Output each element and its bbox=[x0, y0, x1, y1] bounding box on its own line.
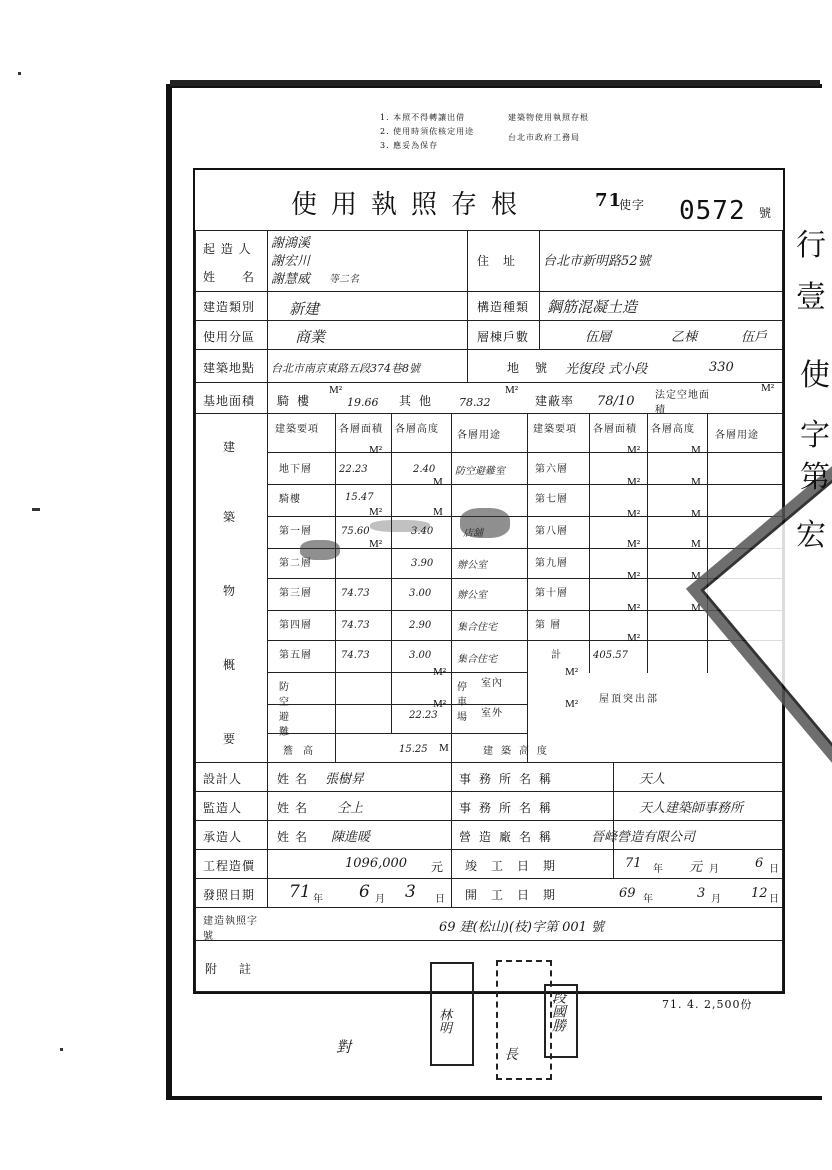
start-year-unit: 年 bbox=[643, 894, 654, 905]
owner-name-3: 謝慧威 bbox=[271, 272, 311, 287]
license-form bbox=[193, 168, 785, 994]
start-year: 69 bbox=[619, 886, 636, 901]
land-section: 光復段 式小段 bbox=[565, 362, 648, 377]
m2-unit: M² bbox=[433, 698, 447, 710]
margin-dot bbox=[60, 1048, 63, 1051]
issue-month: 6 bbox=[359, 882, 370, 902]
m2-unit: M² bbox=[627, 570, 641, 582]
cost-label: 工程造價 bbox=[203, 859, 256, 873]
edge-char: 第 bbox=[800, 460, 831, 495]
floor-name-right: 第九層 bbox=[535, 558, 568, 569]
zone-label: 使用分區 bbox=[203, 330, 256, 344]
completion-label: 竣工日期 bbox=[465, 859, 570, 873]
seal-text-2: 段國勝 bbox=[550, 990, 566, 1032]
edge-char: 壹 bbox=[796, 280, 827, 315]
v-line bbox=[539, 230, 540, 350]
shelter-area: 22.23 bbox=[409, 710, 438, 721]
grid-row-line bbox=[267, 672, 527, 673]
building-label-4: 概 bbox=[223, 658, 237, 672]
building-label-1: 建 bbox=[223, 440, 237, 454]
buildings-value: 乙棟 bbox=[671, 330, 698, 345]
completion-month: 元 bbox=[689, 860, 703, 875]
contractor-label: 承造人 bbox=[203, 830, 243, 844]
v-line bbox=[267, 762, 268, 908]
designer-office-label: 事務所名稱 bbox=[459, 772, 560, 786]
top-notes-right: 建築物使用執照存根 台北市政府工務局 bbox=[508, 113, 589, 142]
check-mark-text: 對 bbox=[336, 1038, 352, 1056]
top-notes-left: 1. 本照不得轉讓出借 2. 使用時須依核定用途 3. 應妥為保存 bbox=[380, 113, 475, 150]
v-line bbox=[267, 230, 268, 414]
other-unit: M² bbox=[505, 384, 519, 396]
floor-area: 74.73 bbox=[341, 620, 370, 631]
m2-unit: M² bbox=[627, 444, 641, 456]
floor-use: 集合住宅 bbox=[457, 654, 497, 665]
m2-unit: M² bbox=[627, 476, 641, 488]
m-unit: M bbox=[691, 508, 701, 520]
location-value: 台北市南京東路五段374巷8號 bbox=[271, 362, 420, 375]
license-suffix: 號 bbox=[759, 206, 773, 220]
grid-row-line bbox=[267, 733, 527, 734]
air-raid-label: 防空避難 bbox=[279, 682, 290, 738]
m-unit: M bbox=[691, 444, 701, 456]
floor-use: 辦公室 bbox=[457, 590, 487, 601]
ink-smudge bbox=[370, 520, 430, 532]
grid-row-line bbox=[267, 610, 783, 611]
form-title: 使用執照存根 bbox=[291, 190, 532, 220]
m2-unit: M² bbox=[627, 632, 641, 644]
land-number: 330 bbox=[709, 360, 734, 375]
issue-day: 3 bbox=[405, 882, 416, 902]
indoor-label: 室內 bbox=[481, 678, 503, 689]
v-line bbox=[527, 413, 528, 763]
ink-smudge bbox=[460, 508, 510, 538]
v-line bbox=[335, 413, 336, 763]
supervisor-name-label: 姓名 bbox=[277, 801, 314, 815]
start-label: 開工日期 bbox=[465, 888, 570, 902]
permit-value: 69 建(松山)(枝)字第 001 號 bbox=[439, 920, 605, 935]
issue-year: 71 bbox=[289, 882, 311, 902]
col-item: 建築要項 bbox=[275, 424, 319, 435]
floor-name-right: 第六層 bbox=[535, 464, 568, 475]
grid-row-line bbox=[267, 516, 783, 517]
other-value: 78.32 bbox=[459, 396, 491, 409]
start-day: 12 bbox=[751, 886, 768, 901]
floor-height: 3.00 bbox=[409, 650, 432, 661]
m2-unit: M² bbox=[369, 506, 383, 518]
grid-row-line bbox=[267, 640, 783, 641]
license-number: 0572 bbox=[679, 196, 746, 226]
designer-office-value: 天人 bbox=[639, 772, 666, 787]
edge-char: 使 bbox=[800, 358, 831, 393]
floor-name: 地下層 bbox=[279, 464, 312, 475]
floor-use: 防空避難室 bbox=[455, 466, 505, 477]
edge-char: 行 bbox=[796, 228, 827, 263]
designer-label: 設計人 bbox=[203, 772, 243, 786]
floor-area: 15.47 bbox=[345, 492, 374, 503]
designer-name-label: 姓名 bbox=[277, 772, 314, 786]
floor-name: 第二層 bbox=[279, 558, 312, 569]
col-item-2: 建築要項 bbox=[533, 424, 577, 435]
floor-height: 2.40 bbox=[413, 464, 436, 475]
col-height: 各層高度 bbox=[395, 424, 439, 435]
floor-name: 第四層 bbox=[279, 620, 312, 631]
floor-height: 3.40 bbox=[411, 526, 434, 537]
m-unit: M bbox=[691, 538, 701, 550]
issue-label: 發照日期 bbox=[203, 888, 256, 902]
grid-row-line bbox=[267, 452, 783, 453]
owner-label-2: 姓 名 bbox=[203, 270, 256, 284]
v-line bbox=[451, 413, 452, 763]
floor-name-right: 第七層 bbox=[535, 494, 568, 505]
location-label: 建築地點 bbox=[203, 361, 256, 375]
margin-dash bbox=[32, 508, 40, 511]
col-use: 各層用途 bbox=[457, 430, 501, 441]
floor-name: 第一層 bbox=[279, 526, 312, 537]
scan-shadow-top bbox=[170, 80, 820, 86]
m2-unit: M² bbox=[627, 508, 641, 520]
building-label-2: 築 bbox=[223, 510, 237, 524]
contractor-firm-label: 營造廠名稱 bbox=[459, 830, 560, 844]
grid-row-line bbox=[267, 578, 783, 579]
contractor-firm-value: 晉峰營造有限公司 bbox=[591, 830, 696, 845]
coverage-value: 78/10 bbox=[597, 394, 635, 409]
total-label: 計 bbox=[551, 650, 562, 661]
m-unit: M bbox=[439, 742, 449, 754]
designer-value: 張樹昇 bbox=[325, 772, 365, 787]
print-note: 71. 4. 2,500份 bbox=[662, 998, 753, 1011]
m-unit: M bbox=[691, 602, 701, 614]
col-area-2: 各層面積 bbox=[593, 424, 637, 435]
completion-month-unit: 月 bbox=[709, 864, 720, 875]
roof-label: 屋頂突出部 bbox=[599, 694, 659, 705]
category-label: 建造類別 bbox=[203, 300, 256, 314]
start-month: 3 bbox=[697, 886, 706, 901]
open-space-label: 法定空地面積 bbox=[655, 390, 710, 416]
owner-label-1: 起 造 人 bbox=[203, 242, 252, 256]
license-type: 使字 bbox=[619, 198, 646, 212]
parking-label: 停車場 bbox=[457, 682, 468, 723]
build-height-label: 建築高度 bbox=[483, 746, 555, 757]
building-label-3: 物 bbox=[223, 584, 237, 598]
units-value: 伍戶 bbox=[741, 330, 768, 345]
floor-area: 74.73 bbox=[341, 588, 370, 599]
m2-unit: M² bbox=[627, 602, 641, 614]
issue-day-unit: 日 bbox=[435, 894, 446, 905]
floors-label: 層棟戶數 bbox=[477, 330, 530, 344]
arcade-label: 騎樓 bbox=[277, 394, 318, 408]
seal-text-3: 長 bbox=[504, 1047, 518, 1063]
v-line bbox=[451, 762, 452, 908]
cost-unit: 元 bbox=[431, 860, 445, 874]
seal-text-1: 林明 bbox=[436, 1008, 451, 1034]
edge-char: 字 bbox=[800, 418, 831, 453]
zone-value: 商業 bbox=[295, 328, 326, 346]
m-unit: M bbox=[433, 476, 443, 488]
m-unit: M bbox=[691, 570, 701, 582]
floor-name: 騎樓 bbox=[279, 494, 301, 505]
grid-row-line bbox=[267, 484, 783, 485]
row-remarks bbox=[195, 940, 783, 992]
v-line bbox=[267, 413, 268, 763]
contractor-name-label: 姓名 bbox=[277, 830, 314, 844]
floor-height: 3.00 bbox=[409, 588, 432, 599]
supervisor-office-value: 天人建築師事務所 bbox=[639, 801, 744, 816]
v-line bbox=[467, 230, 468, 383]
edge-char: 宏 bbox=[796, 518, 827, 553]
m2-unit: M² bbox=[369, 444, 383, 456]
m2-unit: M² bbox=[565, 666, 579, 678]
completion-day: 6 bbox=[755, 856, 764, 871]
owner-name-2: 謝宏川 bbox=[271, 254, 311, 269]
floors-value: 伍層 bbox=[585, 330, 612, 345]
outdoor-label: 室外 bbox=[481, 708, 503, 719]
contractor-value: 陳進暖 bbox=[331, 830, 371, 845]
floor-name: 第三層 bbox=[279, 588, 312, 599]
floor-name: 第五層 bbox=[279, 650, 312, 661]
permit-label: 建造執照字號 bbox=[203, 916, 258, 942]
site-label: 基地面積 bbox=[203, 394, 256, 408]
m2-unit: M² bbox=[565, 698, 579, 710]
issue-month-unit: 月 bbox=[375, 894, 386, 905]
address-value: 台北市新明路52號 bbox=[543, 254, 651, 269]
floor-name-right: 第十層 bbox=[535, 588, 568, 599]
eave-height-value: 15.25 bbox=[399, 744, 428, 755]
license-year: 71 bbox=[595, 190, 623, 211]
arcade-unit: M² bbox=[329, 384, 343, 396]
building-label-5: 要 bbox=[223, 732, 237, 746]
grid-row-line bbox=[267, 548, 783, 549]
address-label: 住址 bbox=[477, 254, 530, 268]
floor-area: 75.60 bbox=[341, 526, 370, 537]
start-day-unit: 日 bbox=[769, 894, 780, 905]
m2-unit: M² bbox=[369, 538, 383, 550]
land-no-label: 地號 bbox=[507, 361, 564, 375]
margin-dot bbox=[18, 72, 21, 75]
supervisor-label: 監造人 bbox=[203, 801, 243, 815]
ink-smudge bbox=[300, 540, 340, 560]
floor-area: 22.23 bbox=[339, 464, 368, 475]
owner-note: 等二名 bbox=[329, 274, 359, 285]
floor-area: 74.73 bbox=[341, 650, 370, 661]
supervisor-office-label: 事務所名稱 bbox=[459, 801, 560, 815]
eave-height-label: 簷高 bbox=[283, 746, 323, 757]
open-space-unit: M² bbox=[761, 382, 775, 394]
floor-use: 集合住宅 bbox=[457, 622, 497, 633]
floor-height: 2.90 bbox=[409, 620, 432, 631]
structure-value: 鋼筋混凝土造 bbox=[547, 298, 638, 316]
v-line bbox=[391, 413, 392, 733]
owner-name-1: 謝鴻溪 bbox=[271, 236, 311, 251]
col-use-2: 各層用途 bbox=[715, 430, 759, 441]
col-area: 各層面積 bbox=[339, 424, 383, 435]
completion-day-unit: 日 bbox=[769, 864, 780, 875]
cost-value: 1096,000 bbox=[345, 856, 408, 871]
v-line bbox=[613, 762, 614, 878]
floor-height: 3.90 bbox=[411, 558, 434, 569]
m-unit: M bbox=[691, 476, 701, 488]
completion-year-unit: 年 bbox=[653, 864, 664, 875]
m2-unit: M² bbox=[627, 538, 641, 550]
remarks-label: 附註 bbox=[205, 962, 274, 976]
supervisor-value: 仝上 bbox=[337, 801, 364, 816]
other-label: 其他 bbox=[399, 394, 440, 408]
issue-year-unit: 年 bbox=[313, 894, 324, 905]
arcade-value: 19.66 bbox=[347, 396, 379, 409]
coverage-label: 建蔽率 bbox=[535, 394, 575, 408]
floor-name-right: 第 層 bbox=[535, 620, 562, 631]
floor-name-right: 第八層 bbox=[535, 526, 568, 537]
total-area: 405.57 bbox=[593, 650, 628, 661]
category-value: 新建 bbox=[289, 300, 320, 318]
start-month-unit: 月 bbox=[711, 894, 722, 905]
m2-unit: M² bbox=[433, 666, 447, 678]
completion-year: 71 bbox=[625, 856, 642, 871]
floor-use: 辦公室 bbox=[457, 560, 487, 571]
m-unit: M bbox=[433, 506, 443, 518]
structure-label: 構造種類 bbox=[477, 300, 530, 314]
col-height-2: 各層高度 bbox=[651, 424, 695, 435]
